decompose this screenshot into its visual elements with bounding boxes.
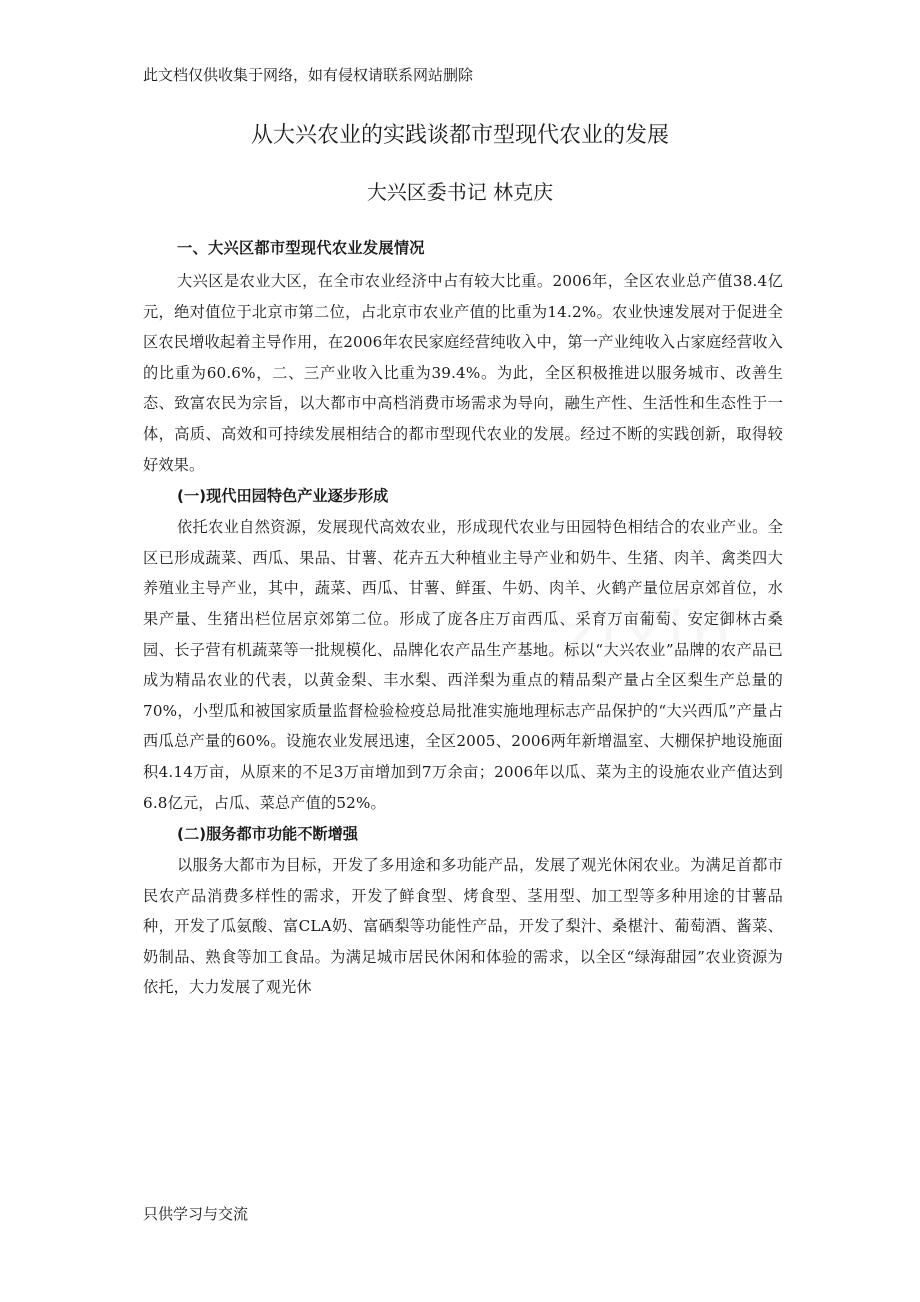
subsection-heading-1: (一)现代田园特色产业逐步形成 bbox=[177, 487, 389, 506]
subsection-heading-2: (二)服务都市功能不断增强 bbox=[177, 825, 358, 844]
intro-paragraph: 大兴区是农业大区，在全市农业经济中占有较大比重。2006年，全区农业总产值38.4亿元，绝对值位于北京市第二位，占北京市农业产值的比重为14.2%。农业快速发展对于促进全区农民增收起着主导作用，在2006年农民家庭经营纯收入中，第一产业纯收入占家庭经营收入的比重为60.6%，二、三产业收入比重为39.4%。为此，全区积极推进以服务城市、改善生态、致富农民为宗旨，以大都市中高档消费市场需求为导向，融生产性、生活性和生态性于一体，高质、高效和可持续发展相结合的都市型现代农业的发展。经过不断的实践创新，取得较好效果。 bbox=[143, 272, 783, 474]
header-disclaimer: 此文档仅供收集于网络，如有侵权请联系网站删除 bbox=[143, 66, 474, 84]
footer-disclaimer: 只供学习与交流 bbox=[143, 1205, 249, 1223]
subsection-paragraph-1: 依托农业自然资源，发展现代高效农业，形成现代农业与田园特色相结合的农业产业。全区已形成蔬菜、西瓜、果品、甘薯、花卉五大种植业主导产业和奶牛、生猪、肉羊、禽类四大养殖业主导产业，其中，蔬菜、西瓜、甘薯、鲜蛋、牛奶、肉羊、火鹤产量位居京郊首位，水果产量、生猪出栏位居京郊第二位。形成了庞各庄万亩西瓜、采育万亩葡萄、安定御林古桑园、长子营有机蔬菜等一批规模化、品牌化农产品生产基地。标以“大兴农业”品牌的农产品已成为精品农业的代表，以黄金梨、丰水梨、西洋梨为重点的精品梨产量占全区梨生产总量的70%，小型瓜和被国家质量监督检验检疫总局批准实施地理标志产品保护的“大兴西瓜”产量占西瓜总产量的60%。设施农业发展迅速，全区2005、2006两年新增温室、大棚保护地设施面积4.14万亩，从原来的不足3万亩增加到7万余亩；2006年以瓜、菜为主的设施农业产值达到6.8亿元，占瓜、菜总产值的52%。 bbox=[143, 518, 783, 812]
document-title: 从大兴农业的实践谈都市型现代农业的发展 bbox=[250, 123, 669, 148]
document-body bbox=[143, 230, 783, 1003]
section-heading: 一、大兴区都市型现代农业发展情况 bbox=[177, 239, 425, 257]
document-author: 大兴区委书记 林克庆 bbox=[366, 180, 554, 204]
subsection-paragraph-2: 以服务大都市为目标，开发了多用途和多功能产品，发展了观光休闲农业。为满足首都市民农产品消费多样性的需求，开发了鲜食型、烤食型、茎用型、加工型等多种用途的甘薯品种，开发了瓜氨酸、富CLA奶、富硒梨等功能性产品，开发了梨汁、桑椹汁、葡萄酒、酱菜、奶制品、熟食等加工食品。为满足城市居民休闲和体验的需求，以全区“绿海甜园”农业资源为依托，大力发展了观光休 bbox=[143, 856, 783, 997]
